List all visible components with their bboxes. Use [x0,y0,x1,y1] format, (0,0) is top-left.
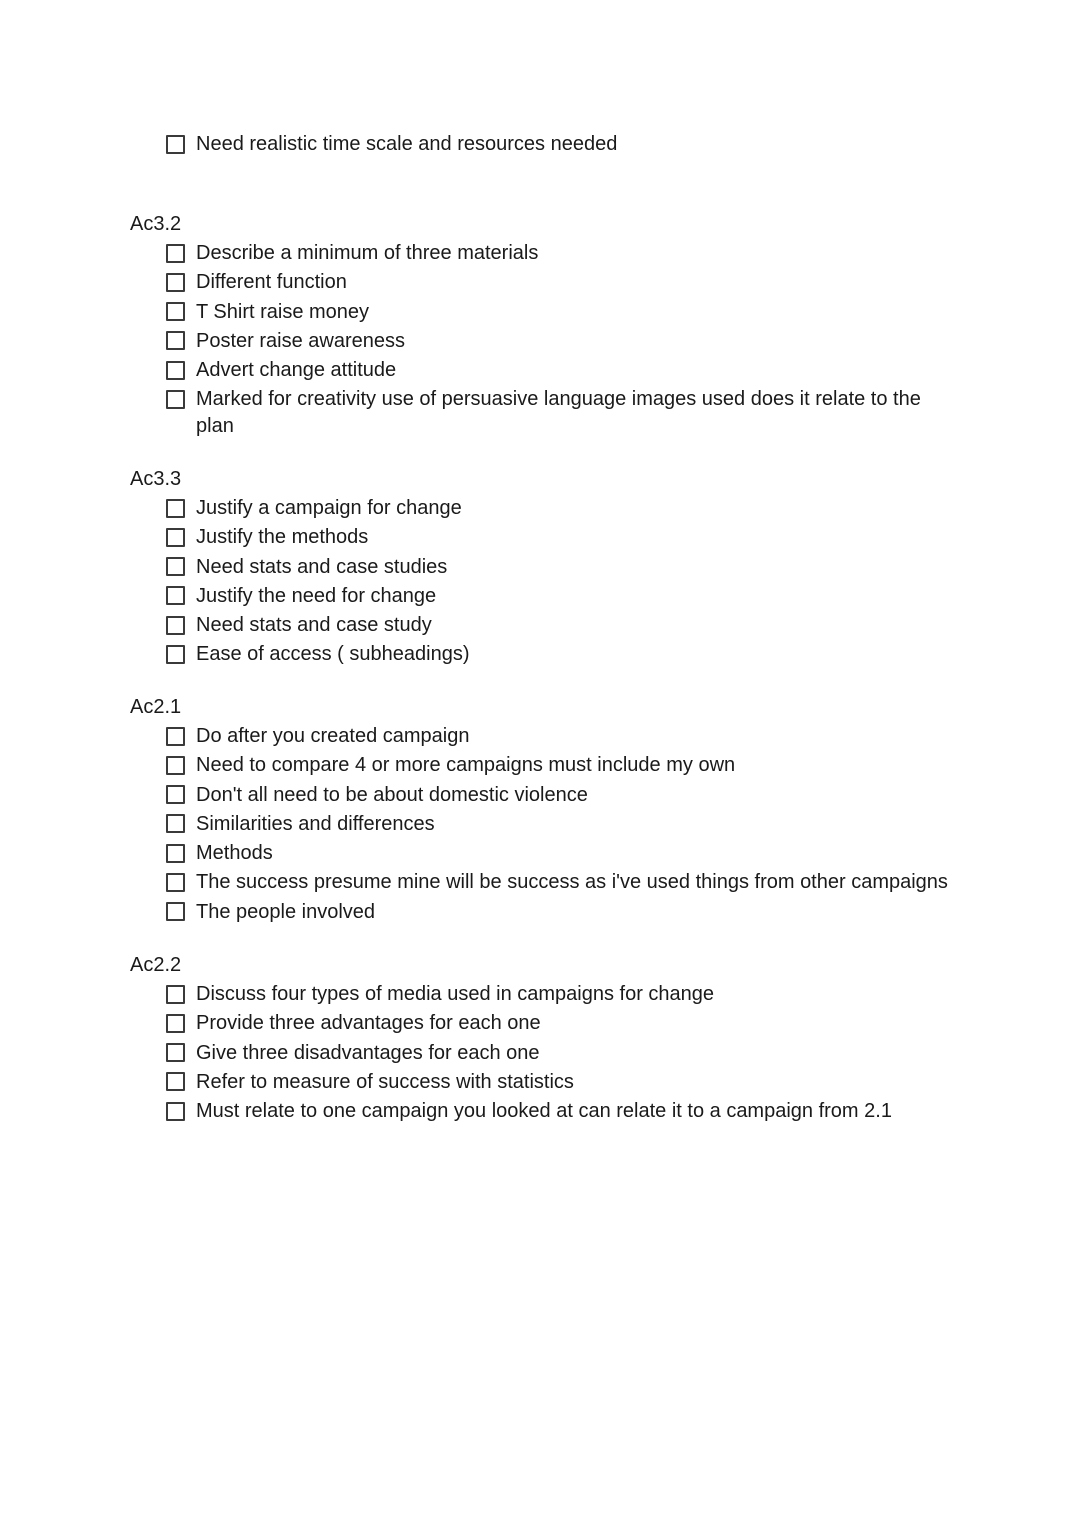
checklist-item-label: Need stats and case studies [196,555,448,578]
checklist-item [166,583,966,609]
checkbox[interactable] [166,902,185,921]
checklist-item-label: Need stats and case study [196,614,432,637]
checklist-item-label: Different function [196,271,347,294]
checklist-ac3-2 [166,240,966,442]
checklist-item [166,131,966,157]
checkbox[interactable] [166,244,185,263]
checklist-item-label: Refer to measure of success with statistics [196,1070,574,1093]
checklist-item [166,357,966,383]
checklist-item [166,899,966,925]
checklist-item-label: Justify a campaign for change [196,497,462,519]
checkbox[interactable] [166,135,185,154]
checkbox[interactable] [166,1072,185,1091]
checklist-item [166,240,966,266]
checklist-item [166,840,966,866]
checklist-item-label: Justify the methods [196,526,369,549]
checklist-item [166,641,966,667]
checklist-item-label: Need to compare 4 or more campaigns must include my own [196,754,736,777]
checklist-item-label: Poster raise awareness [196,329,405,352]
checklist-item-label: Similarities and differences [196,812,435,835]
checklist-item-label: The success presume mine will be success as i've used things from other campaigns [196,871,948,894]
checklist-item [166,723,966,749]
checklist-item [166,782,966,808]
checkbox[interactable] [166,302,185,321]
checkbox[interactable] [166,528,185,547]
checklist-item-label: Ease of access ( subheadings) [196,643,470,666]
checklist-ac2-2 [166,981,966,1127]
checklist-item-label: Do after you created campaign [196,725,470,747]
checklist-item [166,1098,966,1124]
checklist-item [166,1040,966,1066]
checkbox[interactable] [166,390,185,409]
checklist-item [166,811,966,837]
checklist-item [166,869,966,895]
checklist-item [166,328,966,354]
checkbox[interactable] [166,785,185,804]
checklist-item [166,524,966,550]
checkbox[interactable] [166,873,185,892]
checklist-item-label: Don't all need to be about domestic violence [196,783,588,806]
checkbox[interactable] [166,1102,185,1121]
section-heading-ac3-3: Ac3.3 [130,468,182,490]
checklist-item-label: T Shirt raise money [196,300,370,323]
checklist-item-label: Must relate to one campaign you looked at can relate it to a campaign from 2.1 [196,1100,892,1123]
checklist-item-label: Provide three advantages for each one [196,1012,541,1035]
checklist-item [166,299,966,325]
checkbox[interactable] [166,756,185,775]
checklist-item [166,1010,966,1036]
checklist-item-label: Justify the need for change [196,584,437,607]
section-heading-ac2-1: Ac2.1 [130,696,182,718]
checklist-item-label: Marked for creativity use of persuasive language images used does it relate to the plan [196,388,921,437]
checkbox[interactable] [166,814,185,833]
checklist-item-label: Give three disadvantages for each one [196,1041,540,1064]
checkbox[interactable] [166,273,185,292]
section-heading-ac2-2: Ac2.2 [130,954,182,976]
checklist-continued [166,131,966,160]
checkbox[interactable] [166,557,185,576]
checkbox[interactable] [166,361,185,380]
checklist-item-label: Need realistic time scale and resources needed [196,133,618,155]
checkbox[interactable] [166,1043,185,1062]
checklist-item [166,1069,966,1095]
checkbox[interactable] [166,645,185,664]
checklist-item [166,386,966,439]
checkbox[interactable] [166,985,185,1004]
checklist-item [166,981,966,1007]
checklist-item-label: Describe a minimum of three materials [196,242,539,264]
checklist-item-label: Advert change attitude [196,359,397,382]
checkbox[interactable] [166,616,185,635]
checklist-item-label: The people involved [196,900,376,923]
checklist-item [166,495,966,521]
checkbox[interactable] [166,499,185,518]
checklist-ac2-1 [166,723,966,928]
checklist-item-label: Methods [196,842,273,865]
checkbox[interactable] [166,1014,185,1033]
checklist-ac3-3 [166,495,966,671]
checklist-item-label: Discuss four types of media used in campaigns for change [196,983,715,1005]
section-heading-ac3-2: Ac3.2 [130,213,182,235]
checklist-item [166,612,966,638]
checklist-item [166,752,966,778]
checkbox[interactable] [166,844,185,863]
checklist-item [166,554,966,580]
checklist-item [166,269,966,295]
checkbox[interactable] [166,727,185,746]
checkbox[interactable] [166,586,185,605]
checkbox[interactable] [166,331,185,350]
